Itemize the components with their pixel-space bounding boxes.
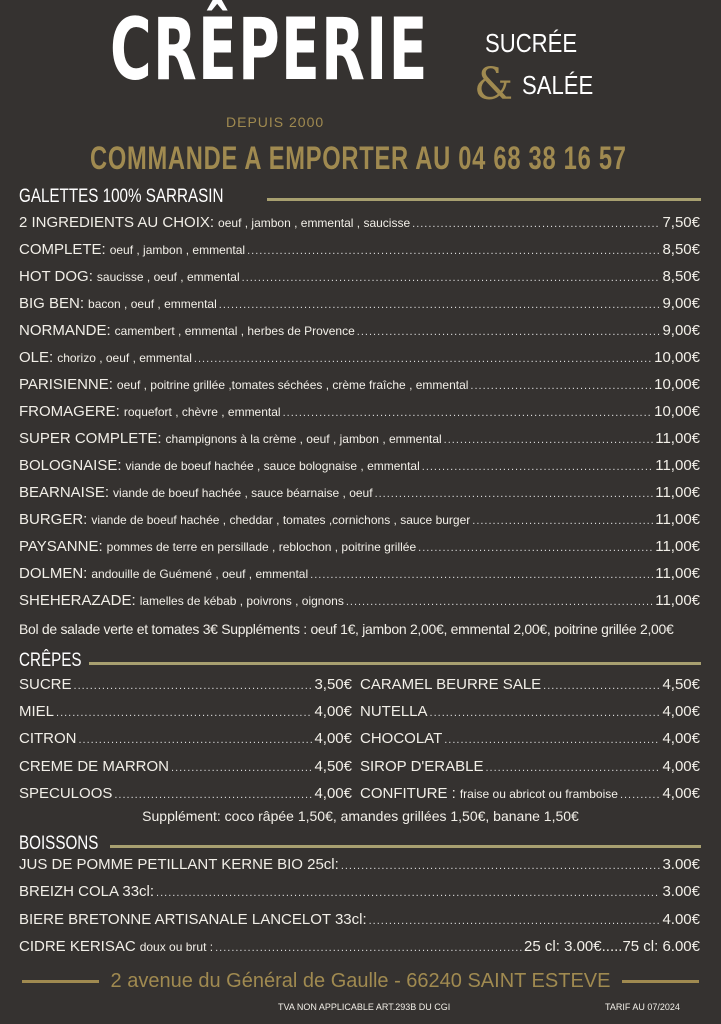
menu-item — [19, 592, 700, 614]
ampersand: & — [474, 60, 514, 110]
menu-item — [360, 730, 700, 752]
menu-item — [360, 676, 700, 698]
item-description: viande de boeuf hachée , sauce bolognaise , emmental — [125, 459, 420, 473]
item-price: 11,00€ — [655, 457, 700, 474]
menu-item — [19, 268, 700, 290]
menu-item — [19, 295, 700, 317]
footer-address — [22, 970, 699, 993]
item-name: BEARNAISE: — [19, 484, 110, 501]
menu-item — [19, 457, 700, 479]
menu-item — [19, 214, 700, 236]
section-title: CRÊPES — [19, 650, 82, 671]
item-price: 3,50€ — [314, 676, 352, 693]
item-name: CONFITURE : — [360, 784, 456, 802]
item-description: viande de boeuf hachée , sauce béarnaise , oeuf — [113, 486, 373, 500]
menu-item — [19, 565, 700, 587]
dot-leader — [444, 434, 654, 446]
item-name: SIROP D'ERABLE — [360, 757, 484, 775]
item-description: doux ou brut : — [139, 940, 214, 955]
item-price: 4,50€ — [314, 757, 352, 775]
item-price: 10,00€ — [654, 376, 700, 393]
tva-note: TVA NON APPLICABLE ART.293B DU CGI — [278, 1002, 451, 1012]
menu-item — [19, 241, 700, 263]
menu-item — [19, 856, 700, 878]
menu-item — [19, 322, 700, 344]
item-price: 25 cl: 3.00€.....75 cl: 6.00€ — [524, 938, 700, 956]
dot-leader — [418, 542, 653, 554]
item-name: 2 INGREDIENTS AU CHOIX: — [19, 214, 215, 231]
item-name: CITRON — [19, 730, 77, 748]
logo-title: CRÊPERIE — [110, 0, 429, 100]
item-price: 11,00€ — [655, 484, 700, 501]
menu-item — [19, 484, 700, 506]
item-price: 9,00€ — [662, 295, 700, 312]
dot-leader — [472, 515, 653, 527]
item-price: 4.00€ — [662, 910, 700, 928]
item-description: camembert , emmental , herbes de Provence — [114, 324, 355, 338]
tarif-date: TARIF AU 07/2024 — [605, 1002, 680, 1012]
item-name: SUPER COMPLETE: — [19, 430, 162, 447]
item-name: SHEHERAZADE: — [19, 592, 136, 609]
item-price: 4,00€ — [662, 784, 700, 802]
dot-leader — [470, 380, 652, 392]
divider — [622, 980, 699, 983]
item-name: CIDRE KERISAC — [19, 938, 136, 956]
dot-leader — [375, 488, 654, 500]
menu-item — [19, 403, 700, 425]
dot-leader — [171, 762, 312, 774]
item-description: andouille de Guémené , oeuf , emmental — [91, 567, 309, 581]
menu-item — [19, 911, 700, 933]
menu-item — [19, 430, 700, 452]
divider — [110, 845, 701, 848]
item-description: oeuf , jambon , emmental — [109, 243, 246, 257]
item-name: BURGER: — [19, 511, 88, 528]
address: 2 avenue du Général de Gaulle - 66240 SAINT ESTEVE — [110, 970, 611, 992]
item-description: fraise ou abricot ou framboise — [459, 786, 618, 801]
item-description: oeuf , poitrine grillée ,tomates séchées , crème fraîche , emmental — [116, 378, 469, 392]
item-name: FROMAGERE: — [19, 403, 120, 420]
dot-leader — [215, 942, 522, 954]
dot-leader — [357, 326, 661, 338]
item-price: 4,50€ — [662, 676, 700, 693]
item-description: oeuf , jambon , emmental , saucisse — [218, 216, 411, 230]
item-name: BIERE BRETONNE ARTISANALE LANCELOT 33cl: — [19, 910, 367, 928]
item-price: 7,50€ — [662, 214, 700, 231]
item-description: roquefort , chèvre , emmental — [123, 405, 281, 419]
menu-item — [19, 349, 700, 371]
item-description: champignons à la crème , oeuf , jambon , emmental — [165, 432, 442, 446]
item-price: 4,00€ — [662, 757, 700, 775]
menu-item — [19, 785, 352, 807]
item-price: 11,00€ — [655, 538, 700, 555]
item-price: 8,50€ — [662, 241, 700, 258]
section-title: BOISSONS — [19, 833, 99, 854]
item-price: 3.00€ — [662, 883, 700, 901]
dot-leader — [369, 915, 661, 927]
item-price: 4,00€ — [662, 730, 700, 748]
dot-leader — [56, 707, 312, 719]
menu-item — [19, 703, 352, 725]
divider — [89, 662, 701, 665]
item-price: 11,00€ — [655, 430, 700, 447]
menu-item — [19, 938, 700, 960]
item-description: chorizo , oeuf , emmental — [57, 351, 192, 365]
item-price: 3.00€ — [662, 856, 700, 873]
item-name: BIG BEN: — [19, 295, 85, 312]
item-description: pommes de terre en persillade , reblochon , poitrine grillée — [106, 540, 417, 554]
item-name: SUCRE — [19, 676, 72, 693]
dot-leader — [283, 407, 653, 419]
menu-item — [19, 676, 352, 698]
item-price: 4,00€ — [662, 703, 700, 721]
menu-item — [360, 758, 700, 780]
section-crepes — [19, 650, 701, 672]
dot-leader — [242, 272, 661, 284]
item-description: bacon , oeuf , emmental — [88, 297, 217, 311]
dot-leader — [444, 734, 660, 746]
section-boissons — [19, 833, 701, 855]
item-name: NUTELLA — [360, 703, 428, 721]
item-price: 11,00€ — [655, 592, 700, 609]
dot-leader — [422, 461, 653, 473]
item-name: DOLMEN: — [19, 565, 88, 582]
item-name: COMPLETE: — [19, 241, 106, 258]
item-name: OLE: — [19, 349, 54, 366]
menu-item — [19, 538, 700, 560]
item-name: CREME DE MARRON — [19, 757, 170, 775]
item-name: PARISIENNE: — [19, 376, 113, 393]
since-label: DEPUIS 2000 — [226, 114, 325, 130]
item-name: CARAMEL BEURRE SALE — [360, 676, 542, 693]
dot-leader — [247, 245, 660, 257]
item-name: HOT DOG: — [19, 268, 93, 285]
divider — [267, 198, 701, 201]
dot-leader — [156, 887, 660, 899]
dot-leader — [620, 789, 661, 801]
menu-item — [360, 785, 700, 807]
item-name: BOLOGNAISE: — [19, 457, 122, 474]
menu-item — [19, 730, 352, 752]
dot-leader — [485, 762, 660, 774]
dot-leader — [346, 596, 653, 608]
item-price: 9,00€ — [662, 322, 700, 339]
item-description: lamelles de kébab , poivrons , oignons — [139, 594, 344, 608]
item-name: CHOCOLAT — [360, 730, 443, 748]
salad-supplements: Bol de salade verte et tomates 3€ Suppléments : oeuf 1€, jambon 2,00€, emmental 2,00€, poitrine grillée 2,00€ — [19, 621, 674, 637]
item-name: PAYSANNE: — [19, 538, 103, 555]
dot-leader — [219, 299, 661, 311]
section-title: GALETTES 100% SARRASIN — [19, 186, 224, 207]
dot-leader — [341, 860, 661, 872]
item-price: 8,50€ — [662, 268, 700, 285]
dot-leader — [194, 353, 652, 365]
section-galettes — [19, 186, 701, 208]
menu-item — [360, 703, 700, 725]
menu-item — [19, 883, 700, 905]
item-price: 4,00€ — [314, 784, 352, 802]
item-price: 11,00€ — [655, 565, 700, 582]
phone-order-banner: COMMANDE A EMPORTER AU 04 68 38 16 57 — [90, 140, 627, 176]
item-description: viande de boeuf hachée , cheddar , tomates ,cornichons , sauce burger — [91, 513, 471, 527]
item-price: 10,00€ — [654, 403, 700, 420]
menu-item — [19, 758, 352, 780]
salee-label: SALÉE — [522, 70, 594, 100]
item-name: BREIZH COLA 33cl: — [19, 883, 155, 901]
item-price: 11,00€ — [655, 511, 700, 528]
item-description: saucisse , oeuf , emmental — [96, 270, 240, 284]
dot-leader — [74, 680, 313, 692]
menu-item — [19, 511, 700, 533]
item-name: SPECULOOS — [19, 784, 113, 802]
crepes-supplement: Supplément: coco râpée 1,50€, amandes grillées 1,50€, banane 1,50€ — [142, 808, 579, 824]
dot-leader — [430, 707, 661, 719]
item-name: NORMANDE: — [19, 322, 111, 339]
divider — [22, 980, 99, 983]
item-price: 10,00€ — [654, 349, 700, 366]
item-name: MIEL — [19, 703, 55, 721]
dot-leader — [114, 789, 312, 801]
item-name: JUS DE POMME PETILLANT KERNE BIO 25cl: — [19, 856, 339, 873]
menu-item — [19, 376, 700, 398]
dot-leader — [412, 218, 660, 230]
sucree-label: SUCRÉE — [485, 28, 578, 58]
item-price: 4,00€ — [314, 730, 352, 748]
dot-leader — [543, 680, 660, 692]
dot-leader — [310, 569, 653, 581]
item-price: 4,00€ — [314, 703, 352, 721]
dot-leader — [79, 734, 313, 746]
